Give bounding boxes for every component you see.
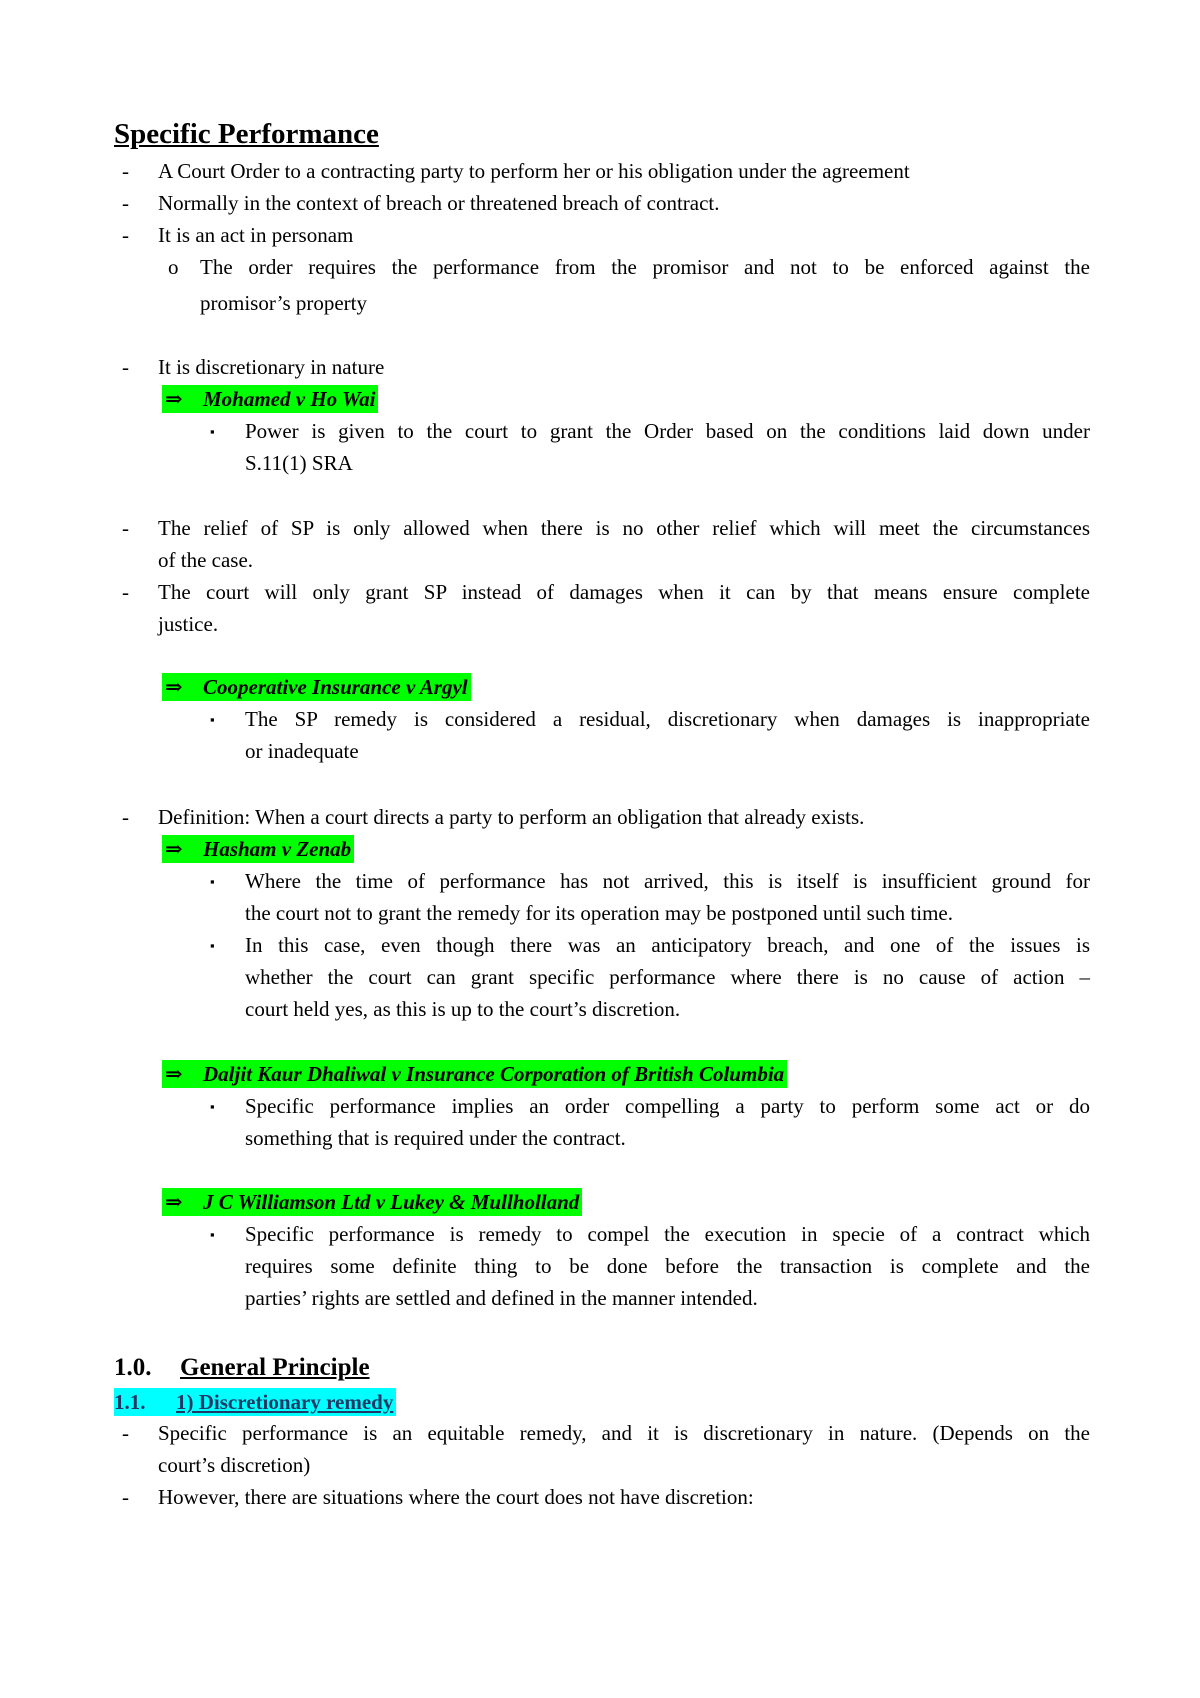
paragraph-line: of the case. <box>158 548 254 572</box>
paragraph-line: Specific performance implies an order compelling a party to perform some act or do <box>245 1094 1090 1118</box>
arrow-icon: ⇒ <box>165 1062 183 1086</box>
case-citation <box>162 1060 787 1088</box>
dash-bullet: - <box>122 1485 129 1509</box>
paragraph-line: the court not to grant the remedy for its operation may be postponed until such time. <box>245 901 954 925</box>
dash-bullet: - <box>122 355 129 379</box>
paragraph-line: The order requires the performance from the promisor and not to be enforced against the <box>200 255 1090 279</box>
paragraph-line: or inadequate <box>245 739 359 763</box>
square-bullet-icon: ▪ <box>210 424 215 439</box>
paragraph-line: The SP remedy is considered a residual, discretionary when damages is inappropriate <box>245 707 1090 731</box>
paragraph-line: The court will only grant SP instead of damages when it can by that means ensure complete <box>158 580 1090 604</box>
circle-bullet: o <box>168 255 179 279</box>
dash-bullet: - <box>122 516 129 540</box>
subsection-number: 1.1. <box>114 1390 146 1414</box>
case-citation <box>162 385 378 413</box>
paragraph-line: S.11(1) SRA <box>245 451 353 475</box>
case-citation <box>162 835 354 863</box>
section-heading <box>114 1353 370 1383</box>
paragraph-line: court’s discretion) <box>158 1453 311 1477</box>
paragraph-line: Specific performance is an equitable remedy, and it is discretionary in nature. (Depends on the <box>158 1421 1090 1445</box>
dash-bullet: - <box>122 159 129 183</box>
paragraph-line: requires some definite thing to be done before the transaction is complete and the <box>245 1254 1090 1278</box>
subsection-title: 1) Discretionary remedy <box>176 1390 394 1414</box>
square-bullet-icon: ▪ <box>210 874 215 889</box>
paragraph-line: The relief of SP is only allowed when there is no other relief which will meet the circumstances <box>158 516 1090 540</box>
paragraph-line: Definition: When a court directs a party to perform an obligation that already exists. <box>158 805 865 829</box>
case-name: Cooperative Insurance v Argyl <box>203 675 468 699</box>
paragraph-line: Normally in the context of breach or threatened breach of contract. <box>158 191 720 215</box>
paragraph-line: promisor’s property <box>200 291 368 315</box>
case-name: Hasham v Zenab <box>203 837 352 861</box>
case-name: J C Williamson Ltd v Lukey & Mullholland <box>203 1190 580 1214</box>
paragraph-line: However, there are situations where the court does not have discretion: <box>158 1485 754 1509</box>
section-number: 1.0. <box>114 1354 152 1381</box>
square-bullet-icon: ▪ <box>210 1099 215 1114</box>
page-title: Specific Performance <box>114 118 379 150</box>
paragraph-line: parties’ rights are settled and defined in the manner intended. <box>245 1286 758 1310</box>
paragraph-line: A Court Order to a contracting party to perform her or his obligation under the agreement <box>158 159 910 183</box>
paragraph-line: Power is given to the court to grant the Order based on the conditions laid down under <box>245 419 1090 443</box>
arrow-icon: ⇒ <box>165 1190 183 1214</box>
paragraph-line: justice. <box>158 612 219 636</box>
paragraph-line: It is an act in personam <box>158 223 354 247</box>
paragraph-line: Specific performance is remedy to compel the execution in specie of a contract which <box>245 1222 1090 1246</box>
case-name: Mohamed v Ho Wai <box>203 387 376 411</box>
dash-bullet: - <box>122 191 129 215</box>
square-bullet-icon: ▪ <box>210 712 215 727</box>
dash-bullet: - <box>122 805 129 829</box>
paragraph-line: In this case, even though there was an anticipatory breach, and one of the issues is <box>245 933 1090 957</box>
arrow-icon: ⇒ <box>165 675 183 699</box>
paragraph-line: court held yes, as this is up to the court’s discretion. <box>245 997 681 1021</box>
paragraph-line: It is discretionary in nature <box>158 355 385 379</box>
section-title: General Principle <box>180 1354 370 1381</box>
dash-bullet: - <box>122 223 129 247</box>
paragraph-line: Where the time of performance has not arrived, this is itself is insufficient ground for <box>245 869 1090 893</box>
case-name: Daljit Kaur Dhaliwal v Insurance Corporation of British Columbia <box>203 1062 785 1086</box>
paragraph-line: something that is required under the contract. <box>245 1126 626 1150</box>
case-citation <box>162 673 471 701</box>
dash-bullet: - <box>122 580 129 604</box>
dash-bullet: - <box>122 1421 129 1445</box>
subsection-heading <box>114 1388 396 1416</box>
arrow-icon: ⇒ <box>165 387 183 411</box>
square-bullet-icon: ▪ <box>210 1227 215 1242</box>
arrow-icon: ⇒ <box>165 837 183 861</box>
square-bullet-icon: ▪ <box>210 938 215 953</box>
paragraph-line: whether the court can grant specific performance where there is no cause of action – <box>245 965 1090 989</box>
case-citation <box>162 1188 582 1216</box>
